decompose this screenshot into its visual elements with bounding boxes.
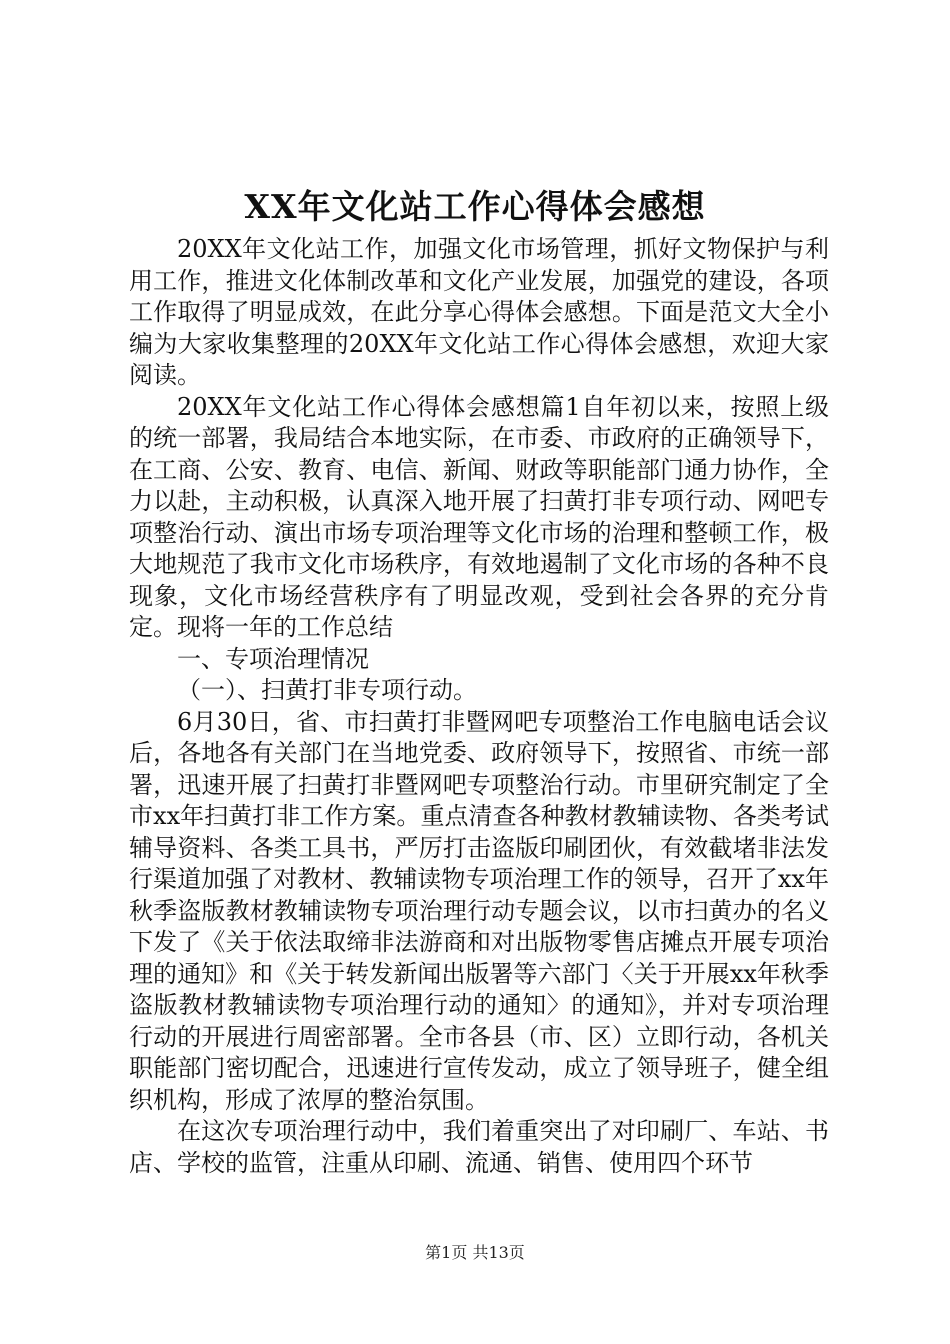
section-heading: 一、专项治理情况 xyxy=(177,644,369,673)
subsection-heading: （一）、扫黄打非专项行动。 xyxy=(177,676,477,704)
paragraph-intro: 20XX年文化站工作，加强文化市场管理，抓好文物保护与利用工作，推进文化体制改革和文化产业发展，加强党的建设，各项工作取得了明显成效，在此分享心得体会感想。下面是范文大全小编为大家收集整理的20XX年文化站工作心得体会感想，欢迎大家阅读。 xyxy=(129,235,829,389)
document-body xyxy=(129,234,829,1179)
page-number-footer: 第1页 共13页 xyxy=(425,1243,525,1262)
paragraph-article-1-intro: 20XX年文化站工作心得体会感想篇1自年初以来，按照上级的统一部署，我局结合本地实际，在市委、市政府的正确领导下，在工商、公安、教育、电信、新闻、财政等职能部门通力协作，全力以赴，主动积极，认真深入地开展了扫黄打非专项行动、网吧专项整治行动、演出市场专项治理等文化市场的治理和整顿工作，极大地规范了我市文化市场秩序，有效地遏制了文化市场的各种不良现象，文化市场经营秩序有了明显改观，受到社会各界的充分肯定。现将一年的工作总结 xyxy=(129,392,829,641)
paragraph-campaign-details: 6月30日，省、市扫黄打非暨网吧专项整治工作电脑电话会议后，各地各有关部门在当地党委、政府领导下，按照省、市统一部署，迅速开展了扫黄打非暨网吧专项整治行动。市里研究制定了全市xx年扫黄打非工作方案。重点清查各种教材教辅读物、各类考试辅导资料、各类工具书，严厉打击盗版印刷团伙，有效截堵非法发行渠道加强了对教材、教辅读物专项治理工作的领导，召开了xx年秋季盗版教材教辅读物专项治理行动专题会议，以市扫黄办的名义下发了《关于依法取缔非法游商和对出版物零售店摊点开展专项治理的通知》和《关于转发新闻出版署等六部门〈关于开展xx年秋季盗版教材教辅读物专项治理行动的通知〉的通知》，并对专项治理行动的开展进行周密部署。全市各县（市、区）立即行动，各机关职能部门密切配合，迅速进行宣传发动，成立了领导班子，健全组织机构，形成了浓厚的整治氛围。 xyxy=(129,707,829,1114)
paragraph-supervision: 在这次专项治理行动中，我们着重突出了对印刷厂、车站、书店、学校的监管，注重从印刷、流通、销售、使用四个环节 xyxy=(129,1117,829,1177)
document-title: XX年文化站工作心得体会感想 xyxy=(244,187,706,226)
